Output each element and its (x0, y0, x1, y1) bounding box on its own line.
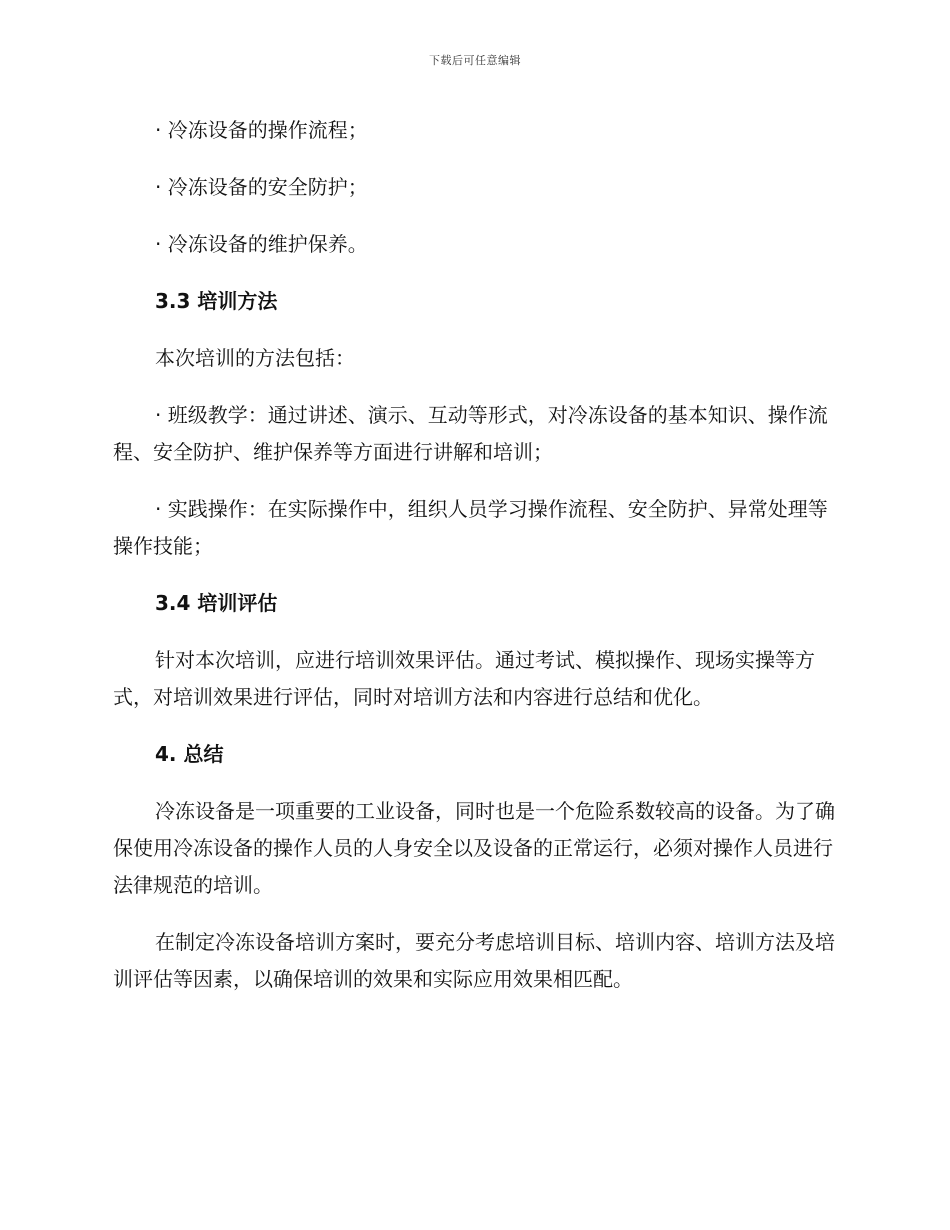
paragraph: 针对本次培训，应进行培训效果评估。通过考试、模拟操作、现场实操等方式，对培训效果进行评估，同时对培训方法和内容进行总结和优化。 (113, 648, 815, 709)
bullet-item: · 冷冻设备的维护保养。 (155, 232, 368, 256)
paragraph: 本次培训的方法包括： (155, 346, 355, 370)
bullet-item: · 实践操作：在实际操作中，组织人员学习操作流程、安全防护、异常处理等操作技能； (113, 497, 828, 558)
section-heading-3-3: 3.3 培训方法 (155, 289, 278, 313)
paragraph: 在制定冷冻设备培训方案时，要充分考虑培训目标、培训内容、培训方法及培训评估等因素，以确保培训的效果和实际应用效果相匹配。 (113, 930, 835, 991)
page-header: 下载后可任意编辑 (429, 54, 521, 67)
bullet-item: · 班级教学：通过讲述、演示、互动等形式，对冷冻设备的基本知识、操作流程、安全防护、维护保养等方面进行讲解和培训； (113, 403, 828, 464)
section-heading-4: 4. 总结 (155, 742, 224, 766)
bullet-item: · 冷冻设备的操作流程； (155, 118, 368, 142)
paragraph: 冷冻设备是一项重要的工业设备，同时也是一个危险系数较高的设备。为了确保使用冷冻设备的操作人员的人身安全以及设备的正常运行，必须对操作人员进行法律规范的培训。 (113, 799, 835, 897)
section-heading-3-4: 3.4 培训评估 (155, 591, 278, 615)
document-body (113, 112, 843, 1018)
bullet-item: · 冷冻设备的安全防护； (155, 175, 368, 199)
